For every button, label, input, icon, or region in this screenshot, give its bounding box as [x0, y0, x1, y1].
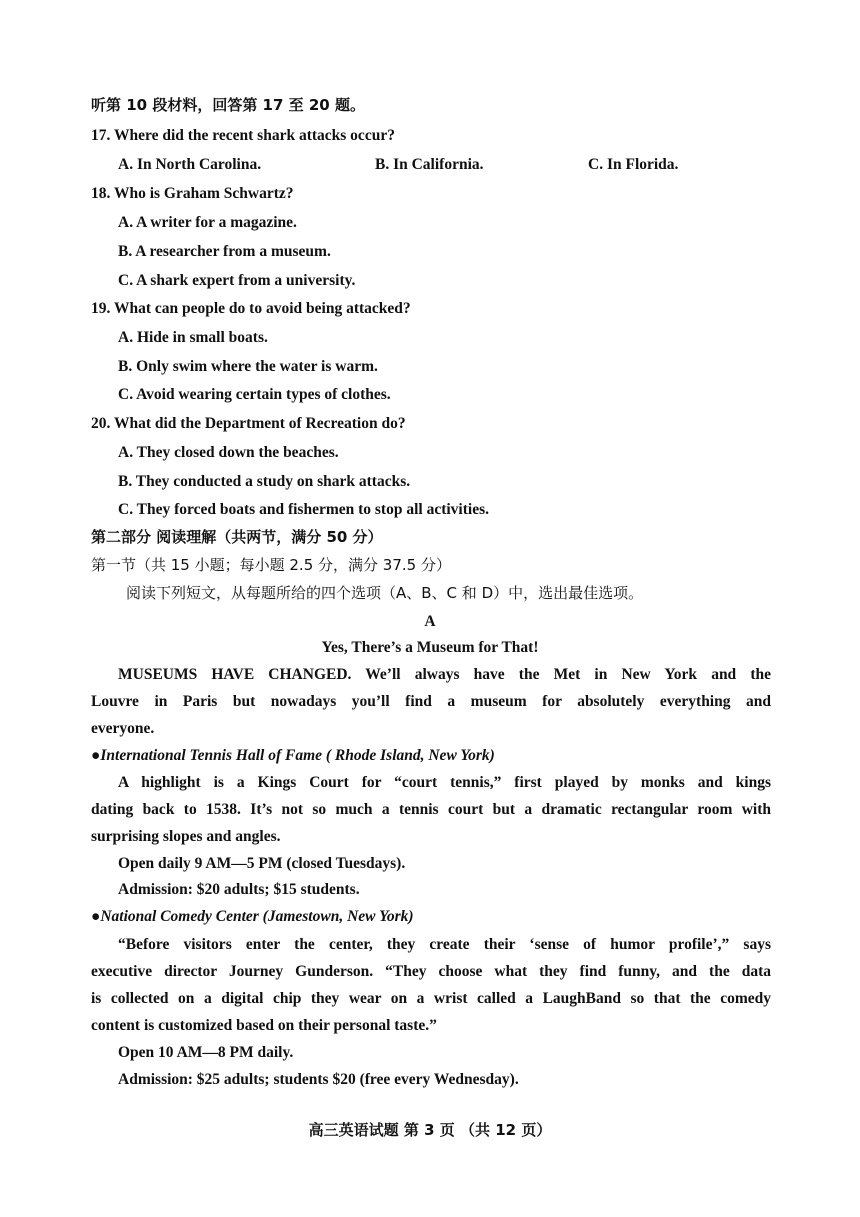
question-17-option-b: B. In California.	[375, 156, 484, 173]
museum-2-desc-line: “Before visitors enter the center, they create their ‘sense of humor profile’,” says	[118, 936, 771, 953]
question-18-option-b: B. A researcher from a museum.	[118, 243, 331, 260]
question-20-option-b: B. They conducted a study on shark attacks.	[118, 473, 411, 490]
question-18-option-c: C. A shark expert from a university.	[118, 272, 356, 289]
question-20-option-c: C. They forced boats and fishermen to stop all activities.	[118, 501, 489, 518]
intro-line-3: everyone.	[91, 720, 155, 737]
question-18-option-a: A. A writer for a magazine.	[118, 214, 297, 231]
passage-letter: A	[424, 613, 436, 630]
listening-instruction: 听第 10 段材料，回答第 17 至 20 题。	[91, 96, 365, 114]
museum-2-desc-line: content is customized based on their personal taste.”	[91, 1017, 437, 1034]
passage-title: Yes, There’s a Museum for That!	[321, 639, 539, 656]
museum-1-desc-line: A highlight is a Kings Court for “court tennis,” first played by monks and kings	[118, 774, 771, 791]
museum-2-name: ●National Comedy Center (Jamestown, New York)	[91, 908, 414, 925]
intro-line-2: Louvre in Paris but nowadays you’ll find a museum for absolutely everything and	[91, 693, 771, 710]
question-17-option-a: A. In North Carolina.	[118, 156, 262, 173]
question-19-option-a: A. Hide in small boats.	[118, 329, 268, 346]
museum-1-hours: Open daily 9 AM—5 PM (closed Tuesdays).	[118, 855, 406, 872]
museum-1-desc-line: surprising slopes and angles.	[91, 828, 281, 845]
question-17-option-c: C. In Florida.	[588, 156, 679, 173]
museum-2-hours: Open 10 AM—8 PM daily.	[118, 1044, 294, 1061]
question-17-stem: 17. Where did the recent shark attacks occur?	[91, 127, 395, 144]
museum-2-desc-line: executive director Journey Gunderson. “They choose what they find funny, and the data	[91, 963, 771, 980]
intro-line-1: MUSEUMS HAVE CHANGED. We’ll always have the Met in New York and the	[118, 666, 771, 683]
museum-1-desc-line: dating back to 1538. It’s not so much a tennis court but a dramatic rectangular room with	[91, 801, 771, 818]
question-19-option-c: C. Avoid wearing certain types of clothes.	[118, 386, 391, 403]
reading-directions: 阅读下列短文，从每题所给的四个选项（A、B、C 和 D）中，选出最佳选项。	[126, 584, 644, 602]
reading-part-title: 第二部分 阅读理解（共两节，满分 50 分）	[91, 528, 383, 546]
question-19-option-b: B. Only swim where the water is warm.	[118, 358, 378, 375]
museum-1-admission: Admission: $20 adults; $15 students.	[118, 881, 360, 898]
question-19-stem: 19. What can people do to avoid being attacked?	[91, 300, 411, 317]
reading-section-title: 第一节（共 15 小题；每小题 2.5 分，满分 37.5 分）	[91, 556, 451, 574]
question-20-option-a: A. They closed down the beaches.	[118, 444, 339, 461]
question-18-stem: 18. Who is Graham Schwartz?	[91, 185, 294, 202]
question-20-stem: 20. What did the Department of Recreation do?	[91, 415, 406, 432]
museum-1-name: ●International Tennis Hall of Fame ( Rhode Island, New York)	[91, 747, 495, 764]
page-footer: 高三英语试题 第 3 页 （共 12 页）	[308, 1121, 552, 1139]
museum-2-desc-line: is collected on a digital chip they wear on a wrist called a LaughBand so that the comedy	[91, 990, 771, 1007]
museum-2-admission: Admission: $25 adults; students $20 (free every Wednesday).	[118, 1071, 519, 1088]
